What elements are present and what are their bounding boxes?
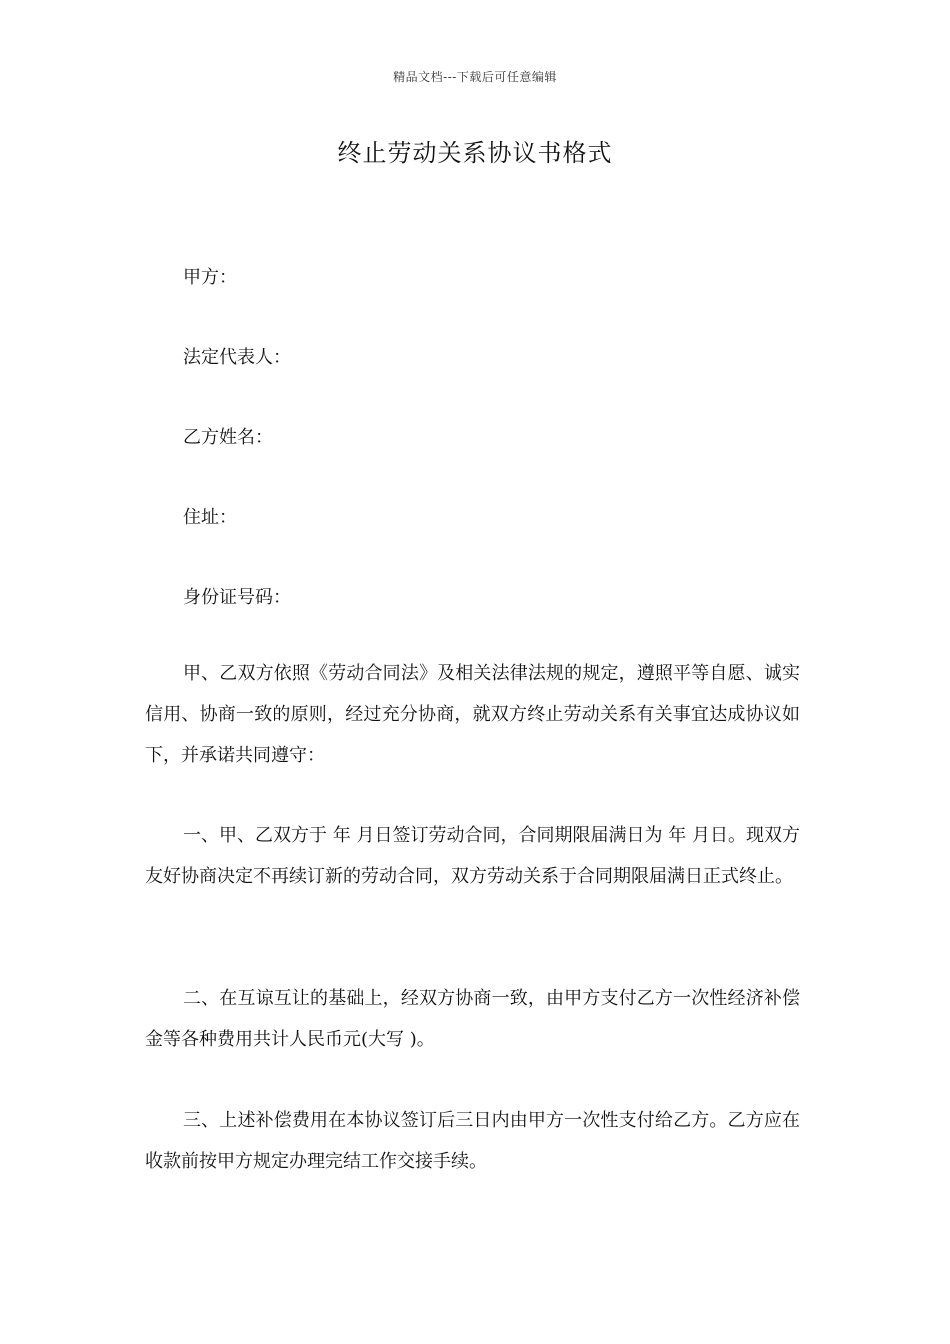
clause-3-paragraph: 三、上述补偿费用在本协议签订后三日内由甲方一次性支付给乙方。乙方应在收款前按甲方规定办理完结工作交接手续。 bbox=[145, 1110, 800, 1172]
clause-2-paragraph: 二、在互谅互让的基础上，经双方协商一致，由甲方支付乙方一次性经济补偿金等各种费用共计人民币元(大写 )。 bbox=[145, 988, 800, 1050]
legal-representative-field: 法定代表人： bbox=[183, 347, 291, 368]
page-header-note: 精品文档---下载后可任意编辑 bbox=[393, 70, 557, 84]
id-number-field: 身份证号码： bbox=[183, 587, 291, 608]
address-field: 住址： bbox=[183, 507, 237, 528]
party-b-name-field: 乙方姓名： bbox=[183, 427, 273, 448]
party-a-field: 甲方： bbox=[183, 267, 237, 288]
clause-1-paragraph: 一、甲、乙双方于 年 月日签订劳动合同，合同期限届满日为 年 月日。现双方友好协商决定不再续订新的劳动合同，双方劳动关系于合同期限届满日正式终止。 bbox=[145, 825, 800, 887]
document-title: 终止劳动关系协议书格式 bbox=[337, 139, 613, 167]
intro-paragraph: 甲、乙双方依照《劳动合同法》及相关法律法规的规定，遵照平等自愿、诚实信用、协商一致的原则，经过充分协商，就双方终止劳动关系有关事宜达成协议如下，并承诺共同遵守： bbox=[145, 663, 800, 766]
